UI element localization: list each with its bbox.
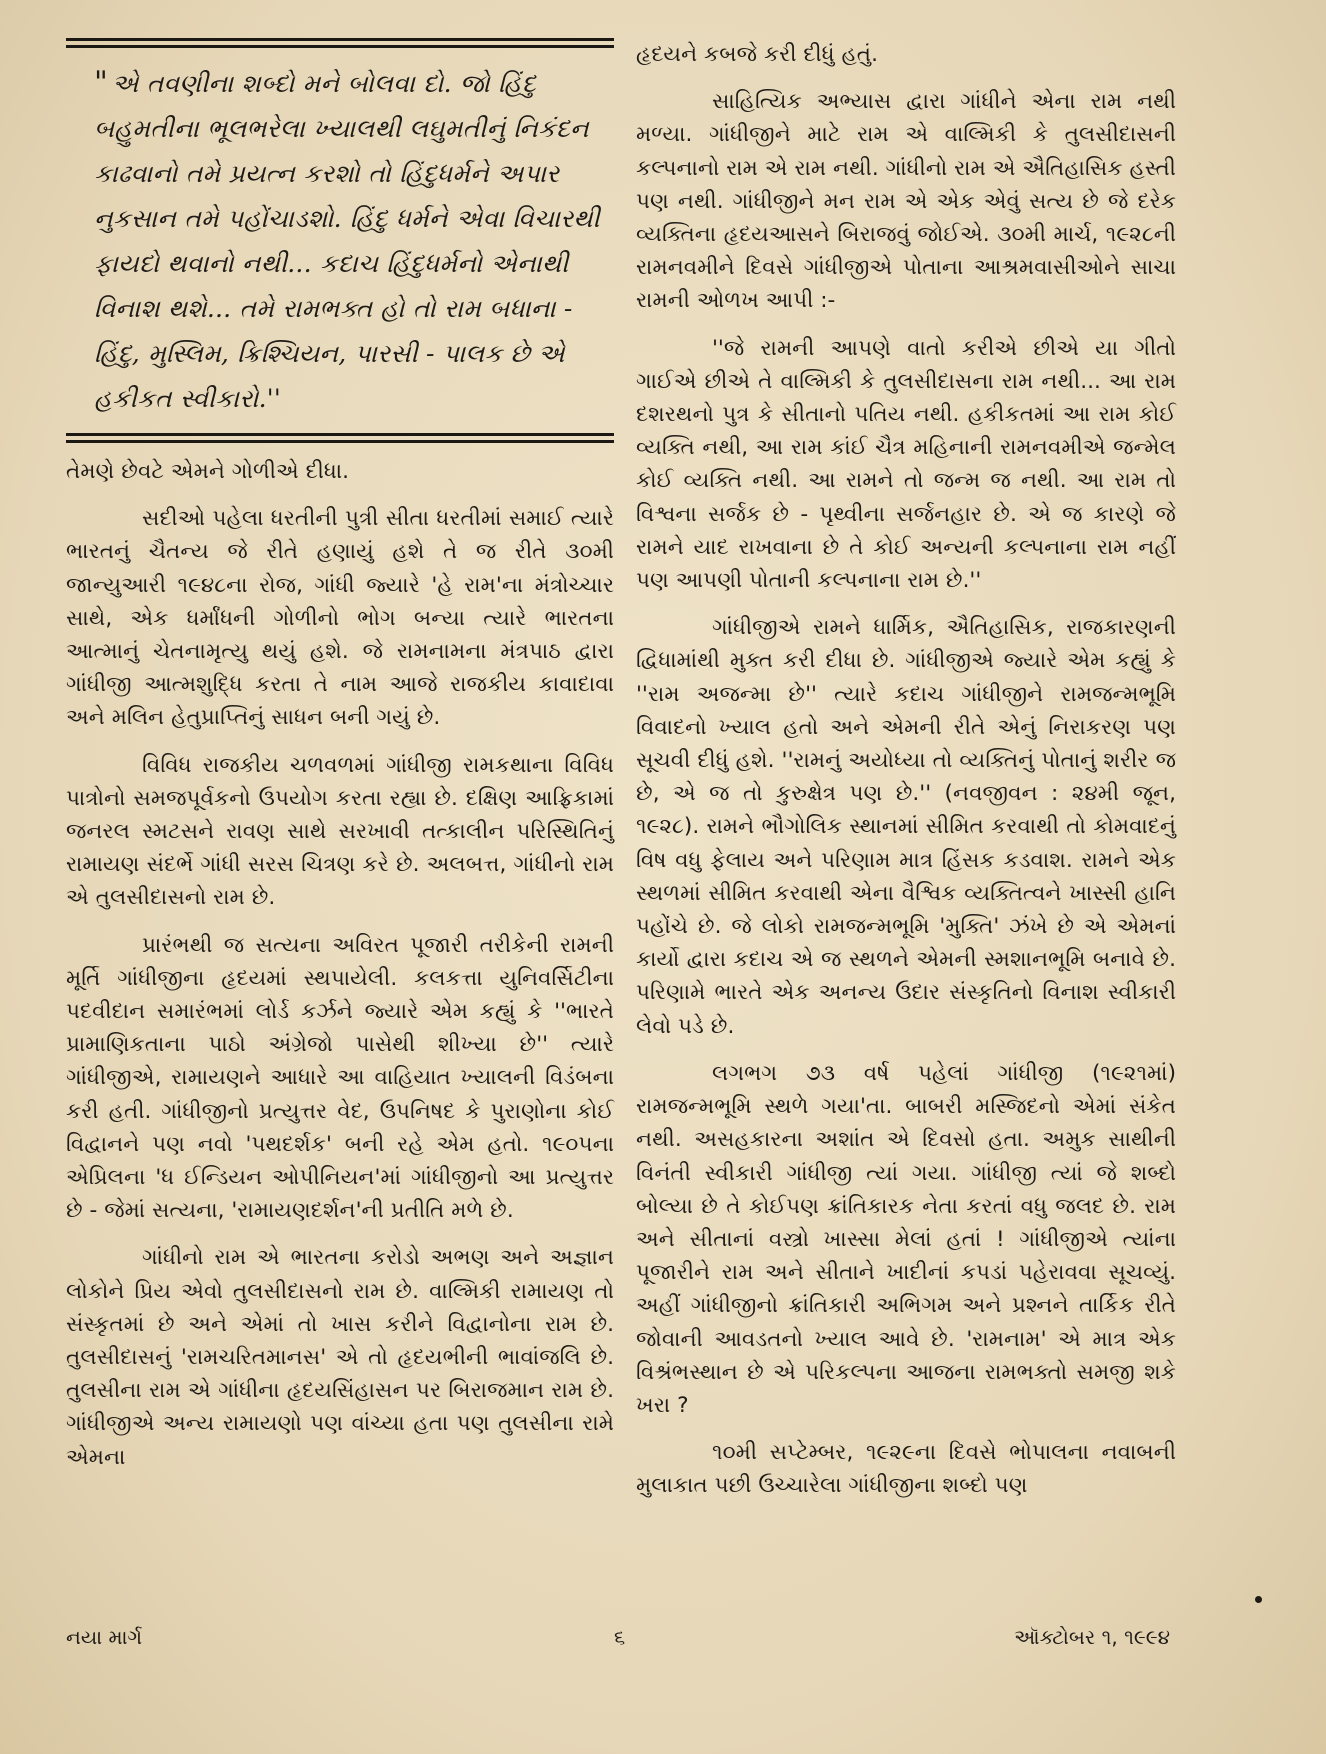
page-footer [66, 1625, 1170, 1661]
paragraph: ગાંધીજીએ રામને ધાર્મિક, ઐતિહાસિક, રાજકારણની દ્વિધામાંથી મુક્ત કરી દીધા છે. ગાંધીજીએ જ્યારે એમ કહ્યું કે ''રામ અજન્મા છે'' ત્યારે કદાચ ગાંધીજીને રામજન્મભૂમિ વિવાદનો ખ્યાલ હતો અને એમની રીતે એનું નિરાકરણ પણ સૂચવી દીધું હશે. ''રામનું અયોધ્યા તો વ્યક્તિનું પોતાનું શરીર જ છે, એ જ તો કુરુક્ષેત્ર પણ છે.'' (નવજીવન : ૨૪મી જૂન, ૧૯૨૮). રામને ભૌગોલિક સ્થાનમાં સીમિત કરવાથી તો કોમવાદનું વિષ વધુ ફેલાય અને પરિણામ માત્ર હિંસક કડવાશ. રામને એક સ્થળમાં સીમિત કરવાથી એના વૈશ્વિક વ્યક્તિત્વને ખાસ્સી હાનિ પહોંચે છે. જે લોકો રામજન્મભૂમિ 'મુક્તિ' ઝંખે છે એ એમનાં કાર્યો દ્વારા કદાચ એ જ સ્થળને એમની સ્મશાનભૂમિ બનાવે છે. પરિણામે ભારતે એક અનન્ય ઉદાર સંસ્કૃતિનો વિનાશ સ્વીકારી લેવો પડે છે. [636, 615, 1176, 1039]
right-column [636, 38, 1176, 1517]
paragraph: તેમણે છેવટે એમને ગોળીએ દીધા. [66, 459, 349, 484]
quoted-paragraph: ''જે રામની આપણે વાતો કરીએ છીએ યા ગીતો ગાઈએ છીએ તે વાલ્મિકી કે તુલસીદાસના રામ નથી... આ રામ દશરથનો પુત્ર કે સીતાનો પતિય નથી. હકીકતમાં આ રામ કોઈ વ્યક્તિ નથી, આ રામ કાંઈ ચૈત્ર મહિનાની રામનવમીએ જન્મેલ કોઈ વ્યક્તિ નથી. આ રામને તો જન્મ જ નથી. આ રામ તો વિશ્વના સર્જક છે - પૃથ્વીના સર્જનહાર છે. એ જ કારણે જે રામને યાદ રાખવાના છે તે કોઈ અન્યની કલ્પનાના રામ નહીં પણ આપણી પોતાની કલ્પનાના રામ છે.'' [636, 335, 1176, 594]
quote-open-mark: " [94, 65, 108, 100]
ink-dot [1255, 1596, 1262, 1603]
quote-top-rule [66, 38, 614, 48]
paragraph: ગાંધીનો રામ એ ભારતના કરોડો અભણ અને અજ્ઞાન લોકોને પ્રિય એવો તુલસીદાસનો રામ છે. વાલ્મિકી રામાયણ તો સંસ્કૃતમાં છે અને એમાં તો ખાસ કરીને વિદ્વાનોના રામ છે. તુલસીદાસનું 'રામચરિતમાનસ' એ તો હૃદયભીની ભાવાંજલિ છે. તુલસીના રામ એ ગાંધીના હૃદયસિંહાસન પર બિરાજમાન રામ છે. ગાંધીજીએ અન્ય રામાયણો પણ વાંચ્યા હતા પણ તુલસીના રામે એમના [66, 1245, 614, 1470]
publication-name: નયા માર્ગ [66, 1625, 143, 1649]
paragraph: સદીઓ પહેલા ધરતીની પુત્રી સીતા ધરતીમાં સમાઈ ત્યારે ભારતનું ચૈતન્ય જે રીતે હણાયું હશે તે જ રીતે ૩૦મી જાન્યુઆરી ૧૯૪૮ના રોજ, ગાંધી જ્યારે 'હે રામ'ના મંત્રોચ્ચાર સાથે, એક ધર્માંધની ગોળીનો ભોગ બન્યા ત્યારે ભારતના આત્માનું ચેતનામૃત્યુ થયું હશે. જે રામનામના મંત્રપાઠ દ્વારા ગાંધીજી આત્મશુદ્ધિ કરતા તે નામ આજે રાજકીય કાવાદાવા અને મલિન હેતુપ્રાપ્તિનું સાધન બની ગયું છે. [66, 506, 614, 731]
quote-text: એ તવણીના શબ્દો મને બોલવા દો. જો હિંદુ બહુમતીના ભૂલભરેલા ખ્યાલથી લઘુમતીનું નિકંદન કાઢવાનો તમે પ્રયત્ન કરશો તો હિંદુધર્મને અપાર નુકસાન તમે પહોંચાડશો. હિંદુ ધર્મને એવા વિચારથી ફાયદો થવાનો નથી... કદાચ હિંદુધર્મનો એનાથી વિનાશ થશે... તમે રામભક્ત હો તો રામ બધાના - હિંદુ, મુસ્લિમ, ક્રિશ્ચિયન, પારસી - પાલક છે એ હકીકત સ્વીકારો.'' [94, 69, 600, 413]
pull-quote [66, 48, 614, 433]
left-column [66, 38, 614, 1488]
issue-date: ઑક્ટોબર ૧, ૧૯૯૪ [1014, 1625, 1170, 1649]
paragraph: વિવિધ રાજકીય ચળવળમાં ગાંધીજી રામકથાના વિવિધ પાત્રોનો સમજપૂર્વકનો ઉપયોગ કરતા રહ્યા છે. દક્ષિણ આફ્રિકામાં જનરલ સ્મટસને રાવણ સાથે સરખાવી તત્કાલીન પરિસ્થિતિનું રામાયણ સંદર્ભે ગાંધી સરસ ચિત્રણ કરે છે. અલબત્ત, ગાંધીનો રામ એ તુલસીદાસનો રામ છે. [66, 752, 614, 911]
paragraph: ૧૦મી સપ્ટેમ્બર, ૧૯૨૯ના દિવસે ભોપાલના નવાબની મુલાકાત પછી ઉચ્ચારેલા ગાંધીજીના શબ્દો પણ [636, 1440, 1176, 1499]
quote-bottom-rule [66, 433, 614, 443]
paragraph: પ્રારંભથી જ સત્યના અવિરત પૂજારી તરીકેની રામની મૂર્તિ ગાંધીજીના હૃદયમાં સ્થપાયેલી. કલકત્તા યુનિવર્સિટીના પદવીદાન સમારંભમાં લોર્ડ કર્ઝને જ્યારે એમ કહ્યું કે ''ભારતે પ્રામાણિકતાના પાઠો અંગ્રેજો પાસેથી શીખ્યા છે'' ત્યારે ગાંધીજીએ, રામાયણને આધારે આ વાહિયાત ખ્યાલની વિડંબના કરી હતી. ગાંધીજીનો પ્રત્યુત્તર વેદ, ઉપનિષદ કે પુરાણોના કોઈ વિદ્વાનને પણ નવો 'પથદર્શક' બની રહે એમ હતો. ૧૯૦૫ના એપ્રિલના 'ધ ઈન્ડિયન ઓપીનિયન'માં ગાંધીજીનો આ પ્રત્યુત્તર છે - જેમાં સત્યના, 'રામાયણદર્શન'ની પ્રતીતિ મળે છે. [66, 932, 614, 1224]
paragraph: સાહિત્યિક અભ્યાસ દ્વારા ગાંધીને એના રામ નથી મળ્યા. ગાંધીજીને માટે રામ એ વાલ્મિકી કે તુલસીદાસની કલ્પનાનો રામ એ રામ નથી. ગાંધીનો રામ એ ઐતિહાસિક હસ્તી પણ નથી. ગાંધીજીને મન રામ એ એક એવું સત્ય છે જે દરેક વ્યક્તિના હૃદયઆસને બિરાજવું જોઈએ. ૩૦મી માર્ચ, ૧૯૨૮ની રામનવમીને દિવસે ગાંધીજીએ પોતાના આશ્રમવાસીઓને સાચા રામની ઓળખ આપી :- [636, 89, 1176, 314]
paragraph: લગભગ ૭૩ વર્ષ પહેલાં ગાંધીજી (૧૯૨૧માં) રામજન્મભૂમિ સ્થળે ગયા'તા. બાબરી મસ્જિદનો એમાં સંકેત નથી. અસહકારના અશાંત એ દિવસો હતા. અમુક સાથીની વિનંતી સ્વીકારી ગાંધીજી ત્યાં ગયા. ગાંધીજી ત્યાં જે શબ્દો બોલ્યા છે તે કોઈપણ ક્રાંતિકારક નેતા કરતાં વધુ જલદ છે. રામ અને સીતાનાં વસ્ત્રો ખાસ્સા મેલાં હતાં ! ગાંધીજીએ ત્યાંના પૂજારીને રામ અને સીતાને ખાદીનાં કપડાં પહેરાવવા સૂચવ્યું. અહીં ગાંધીજીનો ક્રાંતિકારી અભિગમ અને પ્રશ્નને તાર્કિક રીતે જોવાની આવડતનો ખ્યાલ આવે છે. 'રામનામ' એ માત્ર એક વિશ્રંભસ્થાન છે એ પરિકલ્પના આજના રામભક્તો સમજી શકે ખરા ? [636, 1060, 1176, 1418]
page-number: ૬ [614, 1625, 626, 1649]
paragraph: હૃદયને કબજે કરી દીધું હતું. [636, 42, 878, 67]
